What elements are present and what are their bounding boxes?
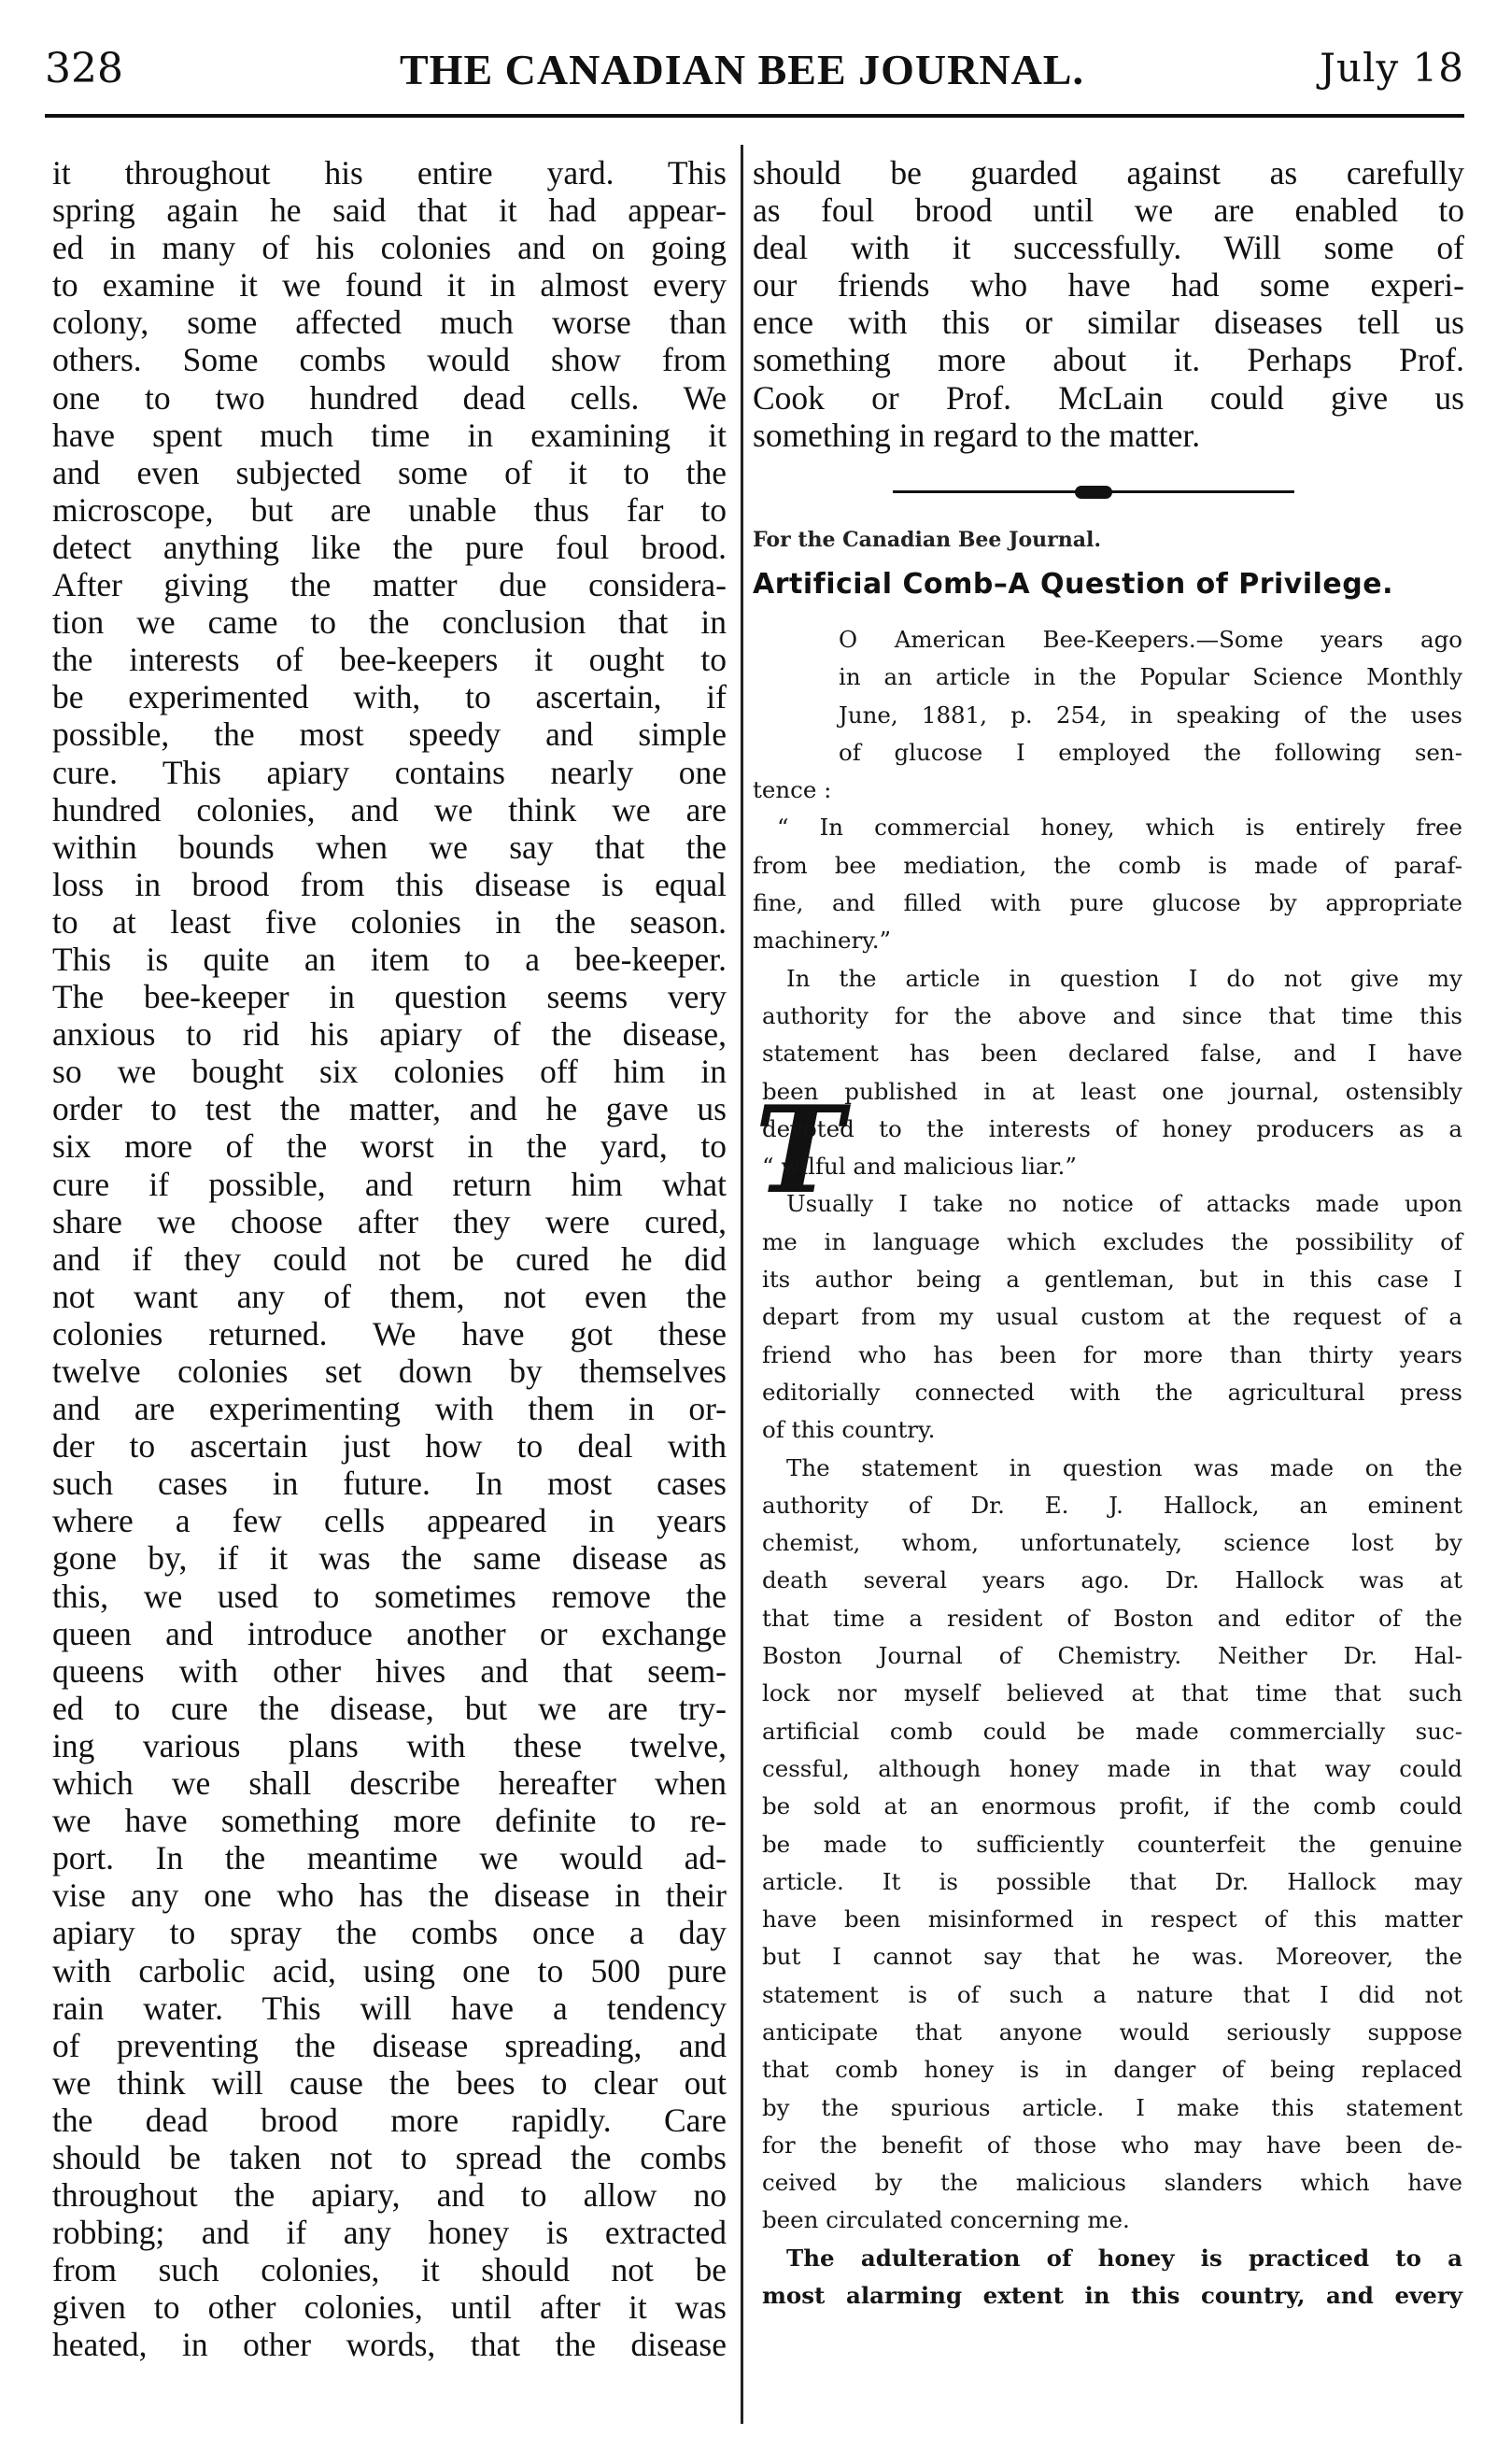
text-line: one to two hundred dead cells. We [52, 378, 727, 417]
text-line: so we bought six colonies off him in [52, 1053, 727, 1091]
text-line: friend who has been for more than thirty years [762, 1340, 1462, 1368]
text-line: vise any one who has the disease in their [52, 1876, 727, 1915]
text-line: be sold at an enormous profit, if the comb could [762, 1792, 1462, 1820]
text-line: port. In the meantime we would ad- [52, 1839, 727, 1877]
text-line: twelve colonies set down by themselves [52, 1352, 727, 1390]
text-line: cessful, although honey made in that way could [762, 1754, 1462, 1782]
text-line: Boston Journal of Chemistry. Neither Dr. Hal- [762, 1642, 1462, 1670]
article-heading: Artificial Comb–A Question of Privilege. [753, 568, 1393, 601]
text-line: should be taken not to spread the combs [52, 2138, 727, 2176]
text-line: robbing; and if any honey is extracted [52, 2214, 727, 2252]
text-line: tion we came to the conclusion that in [52, 603, 727, 642]
text-line: spring again he said that it had appear- [52, 191, 727, 230]
text-line: from bee mediation, the comb is made of paraf- [753, 851, 1462, 879]
text-line: chemist, whom, unfortunately, science lost by [762, 1529, 1462, 1557]
text-line: gone by, if it was the same disease as [52, 1539, 727, 1578]
text-line: June, 1881, p. 254, in speaking of the uses [839, 701, 1462, 729]
text-line: machinery.” [753, 927, 892, 955]
text-line: microscope, but are unable thus far to [52, 490, 727, 529]
text-line: that comb honey is in danger of being replaced [762, 2056, 1462, 2084]
text-line: that time a resident of Boston and editor of the [762, 1604, 1462, 1632]
text-line: ceived by the malicious slanders which have [762, 2169, 1462, 2197]
text-line: colonies returned. We have got these [52, 1314, 727, 1352]
letter-text [753, 621, 1462, 2315]
text-line: be experimented with, to ascertain, if [52, 678, 727, 716]
text-line: six more of the worst in the yard, to [52, 1127, 727, 1166]
column-divider [741, 145, 743, 2424]
text-line: statement is of such a nature that I did not [762, 1980, 1462, 2008]
text-line: which we shall describe hereafter when [52, 1764, 727, 1803]
text-line: for the benefit of those who may have been de- [762, 2131, 1462, 2159]
text-line: been published in at least one journal, ostensibly [762, 1077, 1462, 1105]
text-line: from such colonies, it should not be [52, 2251, 727, 2289]
text-line: Cook or Prof. McLain could give us [753, 378, 1464, 417]
text-line: have spent much time in examining it [52, 416, 727, 454]
text-line: of preventing the disease spreading, and [52, 2026, 727, 2064]
continuation-text [753, 154, 1464, 454]
text-line: The statement in question was made on the [786, 1453, 1462, 1481]
text-line: cure if possible, and return him what [52, 1165, 727, 1203]
text-line: throughout the apiary, and to allow no [52, 2176, 727, 2215]
text-line: deal with it successfully. Will some of [753, 229, 1464, 267]
text-line: artificial comb could be made commercially suc- [762, 1717, 1462, 1745]
text-line: the interests of bee-keepers it ought to [52, 641, 727, 679]
text-line: we have something more definite to re- [52, 1802, 727, 1840]
text-line: ence with this or similar diseases tell us [753, 304, 1464, 342]
text-line: order to test the matter, and he gave us [52, 1090, 727, 1128]
issue-date: July 18 [1320, 45, 1464, 91]
text-line: loss in brood from this disease is equal [52, 865, 727, 903]
text-line: most alarming extent in this country, and every [762, 2282, 1462, 2310]
text-line: fine, and filled with pure glucose by appropriate [753, 889, 1462, 917]
text-line: colony, some affected much worse than [52, 304, 727, 342]
text-line: O American Bee-Keepers.—Some years ago [839, 626, 1462, 653]
header-rule [45, 114, 1464, 118]
drop-cap-letter: T [755, 1081, 844, 1221]
text-line: tence : [753, 776, 832, 804]
text-line: should be guarded against as carefully [753, 154, 1464, 191]
text-line: to at least five colonies in the season. [52, 902, 727, 941]
text-line: lock nor myself believed at that time that such [762, 1679, 1462, 1707]
text-line: we think will cause the bees to clear out [52, 2063, 727, 2102]
text-line: share we choose after they were cured, [52, 1202, 727, 1240]
text-line: article. It is possible that Dr. Hallock may [762, 1867, 1462, 1895]
text-line: and are experimenting with them in or- [52, 1390, 727, 1428]
text-line: authority for the above and since that time this [762, 1001, 1462, 1029]
text-line: ed to cure the disease, but we are try- [52, 1689, 727, 1727]
text-line: of this country. [762, 1416, 936, 1444]
text-line: it throughout his entire yard. This [52, 154, 727, 191]
text-line: been circulated concerning me. [762, 2206, 1130, 2234]
text-line: of glucose I employed the following sen- [839, 738, 1462, 766]
text-line: devoted to the interests of honey producers as a [762, 1114, 1462, 1142]
text-line: and even subjected some of it to the [52, 453, 727, 491]
text-line: queens with other hives and that seem- [52, 1651, 727, 1690]
text-line: and if they could not be cured he did [52, 1239, 727, 1278]
text-line: where a few cells appeared in years [52, 1502, 727, 1540]
text-line: others. Some combs would show from [52, 341, 727, 379]
text-line: death several years ago. Dr. Hallock was at [762, 1566, 1462, 1594]
text-line: but I cannot say that he was. Moreover, the [762, 1943, 1462, 1971]
page-header [45, 45, 1464, 110]
text-line: this, we used to sometimes remove the [52, 1577, 727, 1615]
text-line: its author being a gentleman, but in this case I [762, 1266, 1462, 1294]
source-line: For the Canadian Bee Journal. [753, 528, 1102, 552]
text-line: authority of Dr. E. J. Hallock, an eminent [762, 1491, 1462, 1519]
text-line: ing various plans with these twelve, [52, 1726, 727, 1764]
text-line: the dead brood more rapidly. Care [52, 2101, 727, 2139]
text-line: our friends who have had some experi- [753, 266, 1464, 304]
text-line: “ wilful and malicious liar.” [762, 1153, 1077, 1181]
right-column [753, 154, 1464, 2310]
text-line: something in regard to the matter. [753, 416, 1201, 454]
text-line: queen and introduce another or exchange [52, 1614, 727, 1652]
text-line: The adulteration of honey is practiced to a [786, 2244, 1462, 2272]
text-line: ed in many of his colonies and on going [52, 229, 727, 267]
text-line: statement has been declared false, and I have [762, 1040, 1462, 1068]
text-line: Usually I take no notice of attacks made upon [786, 1190, 1462, 1218]
text-line: der to ascertain just how to deal with [52, 1427, 727, 1466]
text-line: cure. This apiary contains nearly one [52, 753, 727, 791]
text-line: After giving the matter due considera- [52, 566, 727, 604]
text-line: have been misinformed in respect of this matter [762, 1905, 1462, 1933]
text-line: given to other colonies, until after it was [52, 2288, 727, 2327]
ornament-knot [1075, 486, 1112, 499]
left-column [52, 154, 727, 2364]
text-line: be made to sufficiently counterfeit the genuine [762, 1830, 1462, 1858]
text-line: within bounds when we say that the [52, 828, 727, 866]
text-line: by the spurious article. I make this statement [762, 2093, 1462, 2121]
text-line: apiary to spray the combs once a day [52, 1914, 727, 1952]
text-line: “ In commercial honey, which is entirely free [777, 814, 1462, 842]
text-line: as foul brood until we are enabled to [753, 191, 1464, 230]
text-line: me in language which excludes the possibility of [762, 1227, 1462, 1255]
text-line: anticipate that anyone would seriously suppose [762, 2018, 1462, 2046]
text-line: editorially connected with the agricultural press [762, 1378, 1462, 1406]
text-line: depart from my usual custom at the request of a [762, 1303, 1462, 1331]
text-line: in an article in the Popular Science Monthly [839, 663, 1462, 691]
text-line: In the article in question I do not give my [786, 964, 1462, 992]
text-line: hundred colonies, and we think we are [52, 790, 727, 828]
text-line: not want any of them, not even the [52, 1277, 727, 1315]
text-line: rain water. This will have a tendency [52, 1989, 727, 2027]
text-line: heated, in other words, that the disease [52, 2326, 727, 2364]
text-line: with carbolic acid, using one to 500 pure [52, 1951, 727, 1990]
text-line: to examine it we found it in almost every [52, 266, 727, 304]
text-line: This is quite an item to a bee-keeper. [52, 940, 727, 978]
text-line: anxious to rid his apiary of the disease, [52, 1015, 727, 1054]
text-line: detect anything like the pure foul brood. [52, 528, 727, 566]
page-number: 328 [45, 45, 123, 92]
text-line: such cases in future. In most cases [52, 1465, 727, 1503]
section-ornament [893, 486, 1294, 499]
text-line: something more about it. Perhaps Prof. [753, 341, 1464, 379]
text-line: The bee-keeper in question seems very [52, 978, 727, 1016]
journal-title: THE CANADIAN BEE JOURNAL. [400, 46, 1084, 93]
text-line: possible, the most speedy and simple [52, 715, 727, 754]
